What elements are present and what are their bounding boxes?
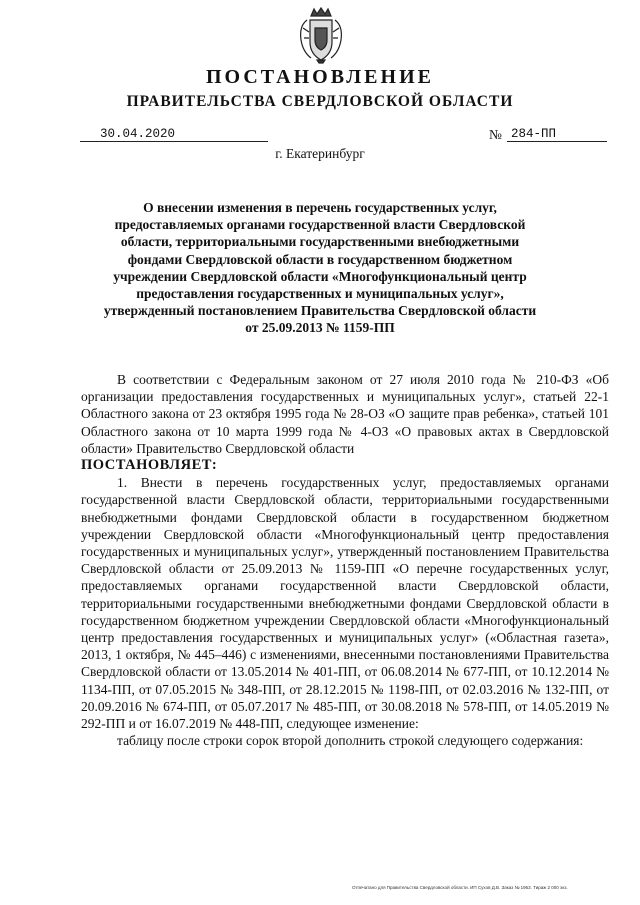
city: г. Екатеринбург [275,146,365,161]
document-heading: О внесении изменения в перечень государственных услуг, предоставляемых органами государственной власти Свердловской области, территориальными государственными внебюджетными фондами Свердловской области в государственном бюджетном учреждении Свердловской области «Многофункциональный центр предоставления государственных и муниципальных услуг», утвержденный постановлением Правительства Свердловской области от 25.09.2013 № 1159-ПП [103,200,537,336]
coat-of-arms-icon [297,6,345,64]
document-title: ПОСТАНОВЛЕНИЕ [206,66,434,88]
decree-word: ПОСТАНОВЛЯЕТ: [81,457,218,474]
document-number: 284-ПП [507,127,607,142]
document-date: 30.04.2020 [80,127,268,142]
print-footer: Отпечатано для Правительства Свердловской области. ИП Сухов Д.В. Заказ № 1963. Тираж 2 000 экз. [352,885,568,890]
number-label: № [489,127,502,142]
item-1-paragraph: 1. Внести в перечень государственных услуг, предоставляемых органами государственной власти Свердловской области, территориальными государственными внебюджетными фондами Свердловской области в государственном бюджетном учреждении Свердловской области «Многофункциональный центр предоставления государственных и муниципальных услуг», утвержденный постановлением Правительства Свердловской области от 25.09.2013 № 1159-ПП «О перечне государственных услуг, предоставляемых органами государственной власти Свердловской области, территориальными государственными внебюджетными фондами Свердловской области в государственном бюджетном учреждении Свердловской области «Многофункциональный центр предоставления государственных и муниципальных услуг» («Областная газета», 2013, 1 октября, № 445–446) с изменениями, внесенными постановлениями Правительства Свердловской области от 13.05.2014 № 401-ПП, от 06.08.2014 № 677-ПП, от 10.12.2014 № 1134-ПП, от 07.05.2015 № 348-ПП, от 28.12.2015 № 1198-ПП, от 02.03.2016 № 132-ПП, от 20.09.2016 № 674-ПП, от 05.07.2017 № 485-ПП, от 30.08.2018 № 578-ПП, от 14.05.2019 № 292-ПП и от 16.07.2019 № 448-ПП, следующее изменение: [81,475,609,732]
item-1-detail-paragraph: таблицу после строки сорок второй дополнить строкой следующего содержания: [117,733,584,749]
issuer-name: ПРАВИТЕЛЬСТВА СВЕРДЛОВСКОЙ ОБЛАСТИ [126,93,514,110]
preamble-paragraph: В соответствии с Федеральным законом от 27 июля 2010 года № 210-ФЗ «Об организации предоставления государственных и муниципальных услуг», статьей 22-1 Областного закона от 23 октября 1995 года № 28-ОЗ «О защите прав ребенка», статьей 101 Областного закона от 10 марта 1999 года № 4-ОЗ «О правовых актах в Свердловской области» Правительство Свердловской области [81,372,609,456]
document-body [81,371,609,749]
